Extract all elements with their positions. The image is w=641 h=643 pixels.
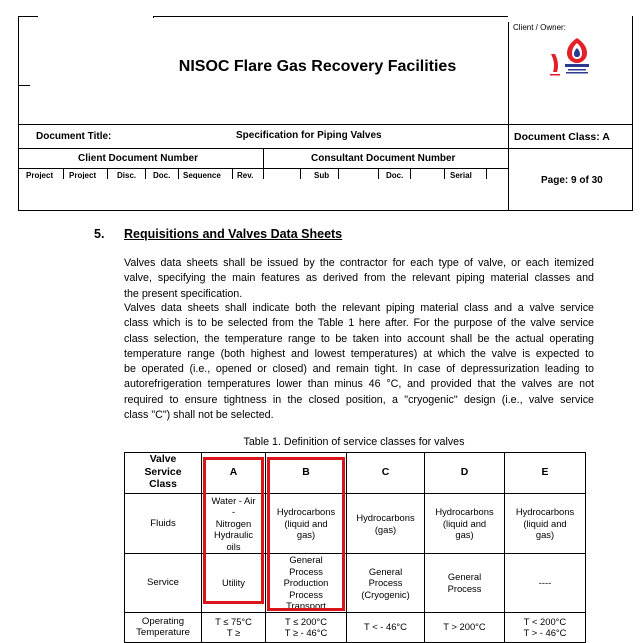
document-title-label: Document Title: xyxy=(36,131,112,142)
document-class-label: Document Class: A xyxy=(514,131,610,143)
table-cell: Hydrocarbons (liquid and gas) xyxy=(425,494,505,554)
client-owner-label: Client / Owner: xyxy=(513,23,566,32)
valve-service-class-header: Valve Service Class xyxy=(125,453,202,494)
service-class-table xyxy=(124,452,586,643)
client-sub-label: Sequence xyxy=(183,171,221,179)
row-label-service: Service xyxy=(125,554,202,613)
highlight-box-column-a xyxy=(203,457,264,604)
table-cell: T < - 46°C xyxy=(347,612,425,642)
document-header xyxy=(0,0,641,215)
client-sub-label: Doc. xyxy=(153,171,171,179)
client-sub-label: Project xyxy=(26,171,54,179)
table-cell: Hydrocarbons (gas) xyxy=(347,494,425,554)
table-cell: T < 200°C T > - 46°C xyxy=(505,612,586,642)
paragraph-line: the present specification. xyxy=(124,287,243,300)
paragraph-line: autorefrigeration temperatures lower than minus 46 °C, and provided that the valves are not xyxy=(124,378,594,391)
column-header-c: C xyxy=(347,453,425,494)
paragraph-line: temperature range (both highest and lowest temperatures) at which the valve is expected to xyxy=(124,347,594,360)
table-cell: Hydrocarbons (liquid and gas) xyxy=(505,494,586,554)
nisoc-logo-icon xyxy=(549,34,605,80)
paragraph-line: required to ensure tightness in the closed position, a "cryogenic" design (i.e., valve service xyxy=(124,393,594,406)
paragraph-line: class which is to be selected from the Table 1 here after. For the purpose of the valve service xyxy=(124,317,594,330)
section-title: Requisitions and Valves Data Sheets xyxy=(124,227,343,241)
client-sub-label: Disc. xyxy=(117,171,137,179)
redaction-band xyxy=(508,0,550,22)
table-cell: ---- xyxy=(505,554,586,613)
table-cell: General Process xyxy=(425,554,505,613)
paragraph xyxy=(124,301,594,423)
paragraph-line: class selection, the temperature range to be taken into account shall be the actual operating xyxy=(124,332,594,345)
table-cell: Utility xyxy=(202,554,266,613)
table-cell: Water - Air - Nitrogen Hydraulic oils xyxy=(202,494,266,554)
row-label-operating-temperature: Operating Temperature xyxy=(125,612,202,642)
highlight-box-column-b xyxy=(267,457,345,611)
table-cell: T ≤ 75°C T ≥ xyxy=(202,612,266,642)
page-number-label: Page: 9 of 30 xyxy=(541,175,603,186)
table-cell: General Process (Cryogenic) xyxy=(347,554,425,613)
project-title: NISOC Flare Gas Recovery Facilities xyxy=(178,58,457,75)
table-cell: T ≤ 200°C T ≥ - 46°C xyxy=(266,612,347,642)
paragraph-line: be operated (i.e., opened or closed) and remain tight. In case of depressurization leading to xyxy=(124,363,594,376)
consultant-sub-label: Sub xyxy=(314,171,330,179)
consultant-sub-label: Doc. xyxy=(386,171,404,179)
document-title-value: Specification for Piping Valves xyxy=(236,130,382,141)
table-header-row xyxy=(125,453,586,494)
client-document-number-label: Client Document Number xyxy=(78,153,199,164)
client-sub-label: Rev. xyxy=(237,171,254,179)
column-header-b: B xyxy=(266,453,347,494)
table-cell: Hydrocarbons (liquid and gas) xyxy=(266,494,347,554)
table-caption: Table 1. Definition of service classes for valves xyxy=(243,436,465,448)
column-header-d: D xyxy=(425,453,505,494)
table-cell: General Process Production Process Transport xyxy=(266,554,347,613)
table-cell: T > 200°C xyxy=(425,612,505,642)
paragraph-line: Valves data sheets shall be issued by the contractor for each type of valve, or each itemized xyxy=(124,257,594,269)
row-label-fluids: Fluids xyxy=(125,494,202,554)
paragraph-line: valve, specifying the main features as derived from the relevant piping material classes and xyxy=(124,272,594,285)
column-header-a: A xyxy=(202,453,266,494)
consultant-document-number-label: Consultant Document Number xyxy=(311,153,456,164)
table-row xyxy=(125,494,586,554)
column-header-e: E xyxy=(505,453,586,494)
paragraph-line: Valves data sheets shall indicate both the relevant piping material class and a valve service xyxy=(124,302,594,314)
redaction-band xyxy=(19,179,508,210)
paragraph-line: class "C") shall not be selected. xyxy=(124,409,274,422)
section-number: 5. xyxy=(94,227,105,241)
table-row xyxy=(125,554,586,613)
client-sub-label: Project xyxy=(69,171,97,179)
paragraph xyxy=(124,256,594,302)
consultant-sub-label: Serial xyxy=(450,171,472,179)
table-row xyxy=(125,612,586,642)
